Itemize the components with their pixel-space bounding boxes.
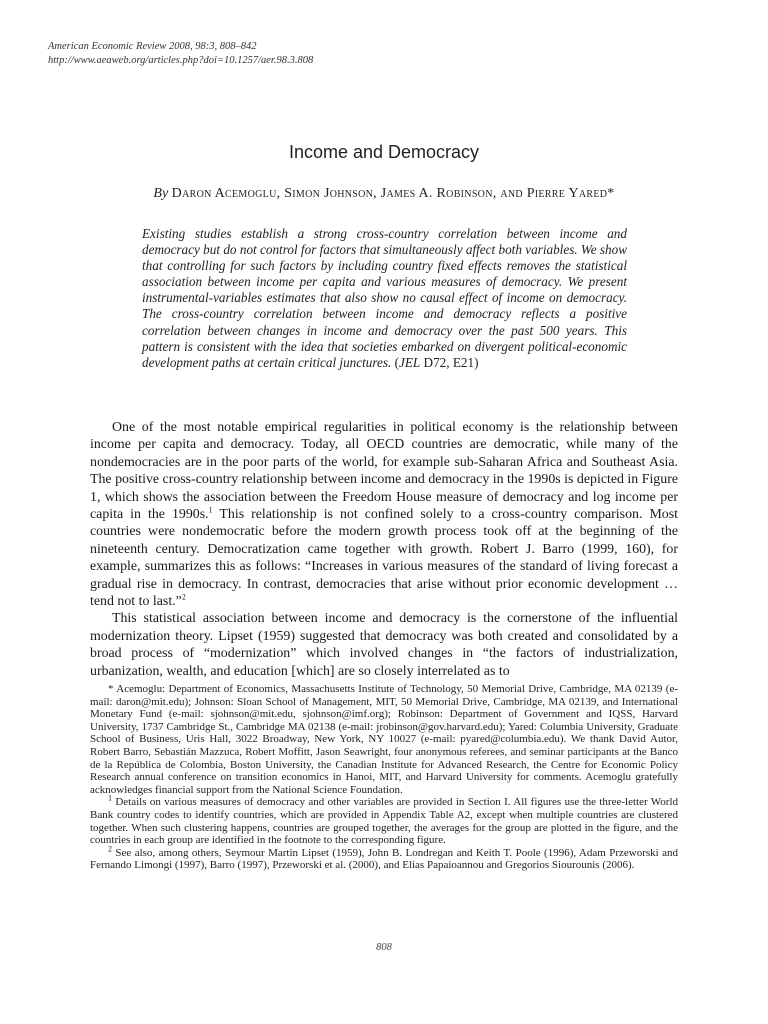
footnote-1-mark: 1 [108, 793, 112, 803]
footnote-ref-1[interactable]: 1 [208, 505, 213, 515]
paragraph-1-part-a: One of the most notable empirical regularities in political economy is the relationship between income per capita and democracy. Today, all OECD countries are democratic, while many of the nondemocracies are in the poor parts of the world, for example sub-Saharan Africa and Southeast Asia. The positive cross-country relationship between income and democracy in the 1990s is depicted in Figure 1, which shows the association between the Freedom House measure of democracy and log income per capita in the 1990s. [90, 420, 678, 523]
citation-header [48, 40, 313, 68]
byline [0, 186, 768, 202]
abstract [142, 226, 627, 371]
page-number: 808 [376, 942, 392, 953]
footnote-affiliations: * Acemoglu: Department of Economics, Massachusetts Institute of Technology, 50 Memorial Drive, Cambridge, MA 02139 (e-mail: daron@mit.edu); Johnson: Sloan School of Management, MIT, 50 Memorial Drive, Cambridge, MA 02139, and International Monetary Fund (e-mail: sjohnson@mit.edu, sjohnson@imf.org); Robinson: Department of Government and IQSS, Harvard University, 1737 Cambridge St., Cambridge MA 02138 (e-mail: jrobinson@gov.harvard.edu); Yared: Columbia University, Graduate School of Business, Uris Hall, 3022 Broadway, New York, NY 10027 (e-mail: pyared@columbia.edu). We thank David Autor, Robert Barro, Sebastián Mazzuca, Robert Moffitt, Jason Seawright, four anonymous referees, and seminar participants at the Banco de la República de Colombia, Boston University, the Canadian Institute for Advanced Research, the Centre for Economic Policy Research annual conference on transition economics in Hanoi, MIT, and Harvard University for comments. Acemoglu gratefully acknowledges financial support from the National Science Foundation. [90, 683, 678, 796]
article-url[interactable]: http://www.aeaweb.org/articles.php?doi=10.1257/aer.98.3.808 [48, 55, 314, 66]
jel-codes: D72, E21) [423, 354, 479, 370]
jel-classification: (JEL D72, E21) [394, 354, 479, 370]
footnote-2 [90, 844, 678, 872]
byline-by: By [153, 186, 169, 201]
journal-citation: American Economic Review 2008, 98:3, 808–842 [48, 41, 257, 52]
body-text [90, 419, 678, 680]
footnote-1 [90, 793, 678, 847]
paragraph-1 [90, 419, 678, 610]
abstract-text: Existing studies establish a strong cross-country correlation between income and democracy but do not control for factors that simultaneously affect both variables. We show that controlling for such factors by including country fixed effects removes the statistical association between income per capita and various measures of democracy. We present instrumental-variables estimates that also show no causal effect of income on democracy. The cross-country correlation between income and democracy reflects a positive correlation between changes in income and democracy over the past 500 years. This pattern is consistent with the idea that societies embarked on divergent political-economic development paths at certain critical junctures. [142, 226, 627, 370]
paragraph-1-part-b: This relationship is not confined solely to a cross-country comparison. Most countries were nondemocratic before the modern growth process took off at the beginning of the nineteenth century. Democratization came together with growth. Robert J. Barro (1999, 160), for example, summarizes this as follows: “Increases in various measures of the standard of living forecast a gradual rise in democracy. In contrast, democracies that arise without prior economic development … tend not to last.” [90, 507, 679, 610]
paragraph-2: This statistical association between income and democracy is the cornerstone of the influential modernization theory. Lipset (1959) suggested that democracy was both created and consolidated by a broad process of “modernization” which involved changes in “the factors of industrialization, urbanization, wealth, and education [which] are so closely interrelated as to [90, 611, 678, 679]
paper-title: Income and Democracy [288, 142, 480, 162]
footnote-2-text: See also, among others, Seymour Martin Lipset (1959), John B. Londregan and Keith T. Poole (1996), Adam Przeworski and Fernando Limongi (1997), Barro (1997), Przeworski et al. (2000), and Elias Papaioannou and Gregorios Siourounis (2006). [90, 846, 678, 872]
footnote-1-text: Details on various measures of democracy and other variables are provided in Section I. All figures use the three-letter World Bank country codes to identify countries, which are provided in Appendix Table A2, except when multiple countries are clustered together. When such clustering happens, countries are grouped together, the averages for the group are plotted in the figure, and the countries in each group are identified in the footnote to the corresponding figure. [90, 796, 678, 847]
author-list: Daron Acemoglu, Simon Johnson, James A. Robinson, and Pierre Yared* [171, 186, 615, 201]
footnotes [90, 683, 678, 872]
jel-label: JEL [399, 354, 421, 370]
footnote-2-mark: 2 [108, 844, 112, 854]
footnote-ref-2[interactable]: 2 [181, 592, 186, 602]
